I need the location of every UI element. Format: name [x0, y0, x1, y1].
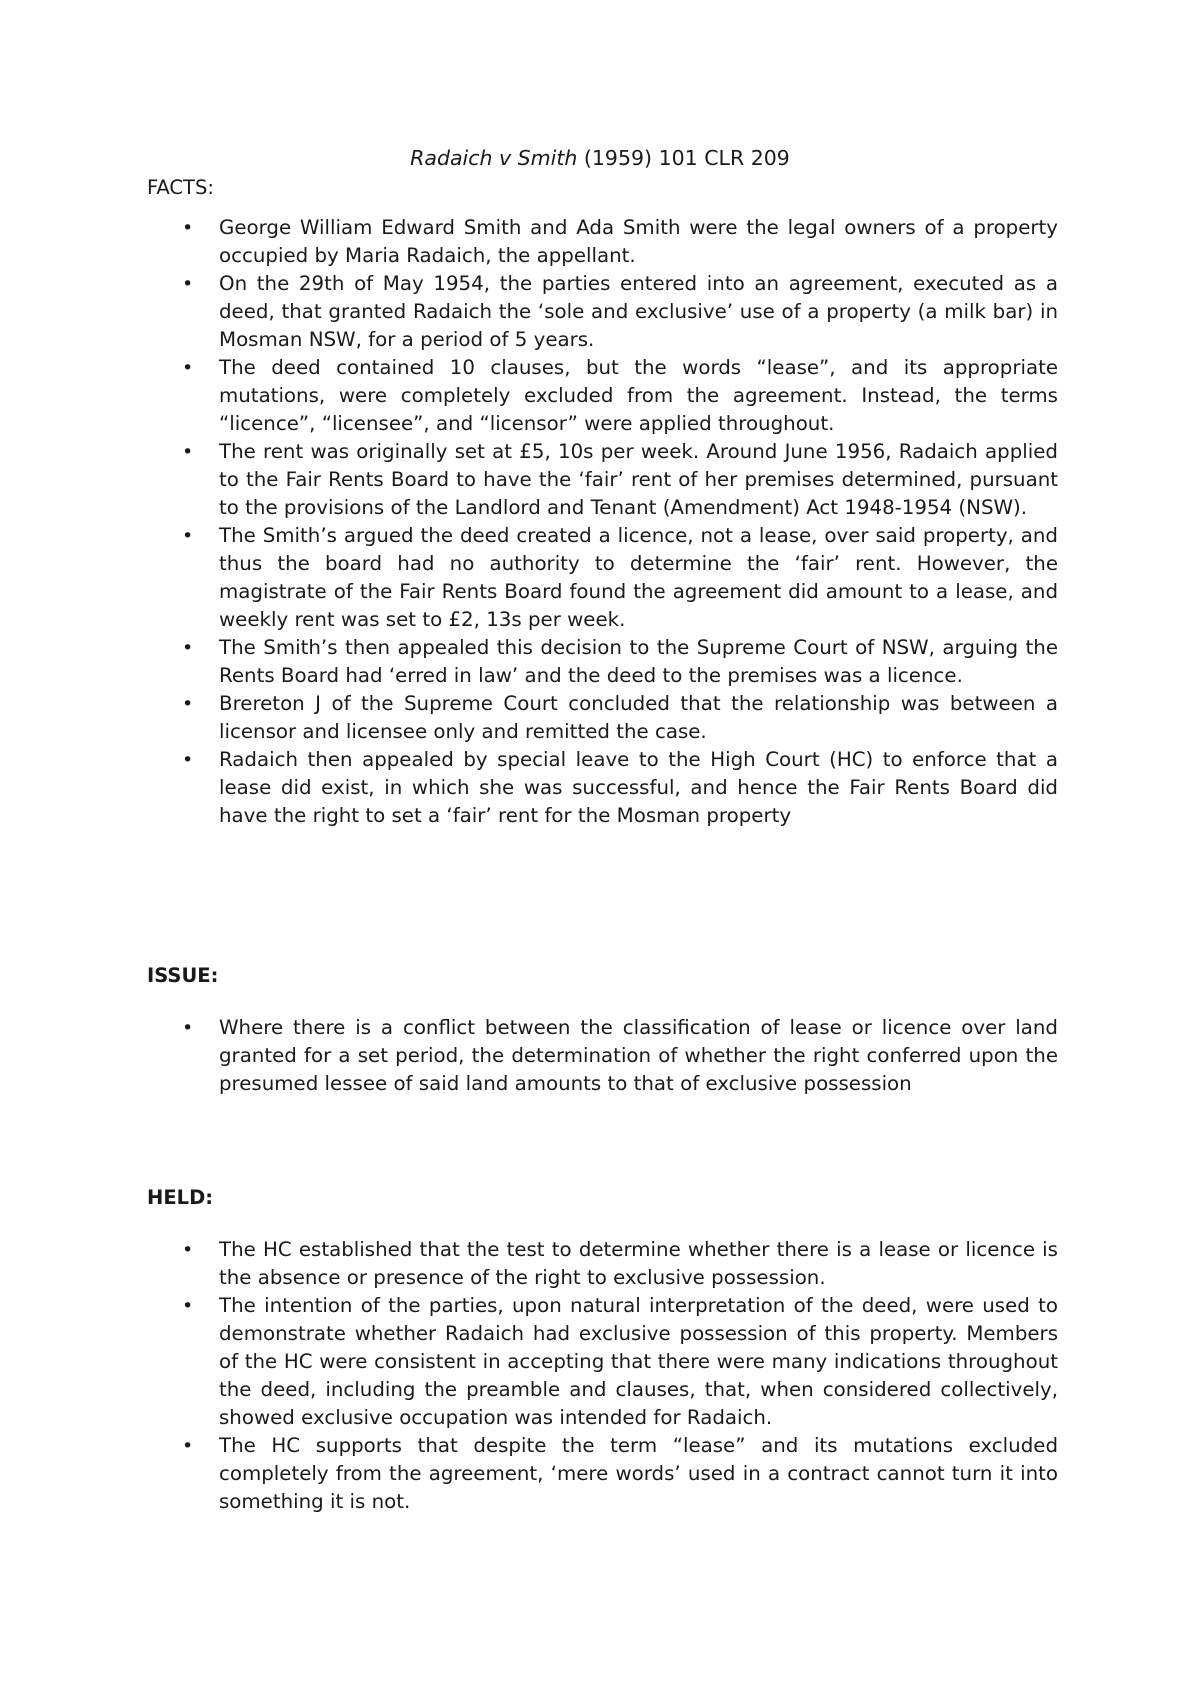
facts-item: • The Smith’s argued the deed created a licence, not a lease, over said property, and thus the board had no authority to determine the ‘fair’ rent. However, the magistrate of the Fair Rents Board found the agreement did amount to a lease, and weekly rent was set to £2, 13s per week.	[0, 522, 1058, 634]
facts-item: • George William Edward Smith and Ada Smith were the legal owners of a property occupied by Maria Radaich, the appellant.	[0, 214, 1058, 270]
held-item: • The HC supports that despite the term “lease” and its mutations excluded completely from the agreement, ‘mere words’ used in a contract cannot turn it into something it is not.	[0, 1432, 1058, 1516]
held-item: • The HC established that the test to determine whether there is a lease or licence is the absence or presence of the right to exclusive possession.	[0, 1236, 1058, 1292]
document-title	[147, 144, 1053, 172]
held-list	[0, 1236, 1200, 1516]
facts-item: • On the 29th of May 1954, the parties entered into an agreement, executed as a deed, that granted Radaich the ‘sole and exclusive’ use of a property (a milk bar) in Mosman NSW, for a period of 5 years.	[0, 270, 1058, 354]
facts-item: • Radaich then appealed by special leave to the High Court (HC) to enforce that a lease did exist, in which she was successful, and hence the Fair Rents Board did have the right to set a ‘fair’ rent for the Mosman property	[0, 746, 1058, 830]
facts-heading: FACTS:	[147, 176, 214, 199]
case-citation: (1959) 101 CLR 209	[577, 146, 790, 170]
held-item: • The intention of the parties, upon natural interpretation of the deed, were used to demonstrate whether Radaich had exclusive possession of this property. Members of the HC were consistent in accepting that there were many indications throughout the deed, including the preamble and clauses, that, when considered collectively, showed exclusive occupation was intended for Radaich.	[0, 1292, 1058, 1432]
issue-heading: ISSUE:	[147, 964, 219, 987]
facts-list	[0, 214, 1200, 830]
facts-item: • The rent was originally set at £5, 10s per week. Around June 1956, Radaich applied to the Fair Rents Board to have the ‘fair’ rent of her premises determined, pursuant to the provisions of the Landlord and Tenant (Amendment) Act 1948-1954 (NSW).	[0, 438, 1058, 522]
facts-item: • Brereton J of the Supreme Court concluded that the relationship was between a licensor and licensee only and remitted the case.	[0, 690, 1058, 746]
issue-list	[0, 1014, 1200, 1098]
facts-item: • The Smith’s then appealed this decision to the Supreme Court of NSW, arguing the Rents Board had ‘erred in law’ and the deed to the premises was a licence.	[0, 634, 1058, 690]
held-heading: HELD:	[147, 1186, 214, 1209]
case-name: Radaich v Smith	[410, 146, 578, 170]
issue-item: • Where there is a conflict between the classification of lease or licence over land granted for a set period, the determination of whether the right conferred upon the presumed lessee of said land amounts to that of exclusive possession	[0, 1014, 1058, 1098]
facts-item: • The deed contained 10 clauses, but the words “lease”, and its appropriate mutations, were completely excluded from the agreement. Instead, the terms “licence”, “licensee”, and “licensor” were applied throughout.	[0, 354, 1058, 438]
